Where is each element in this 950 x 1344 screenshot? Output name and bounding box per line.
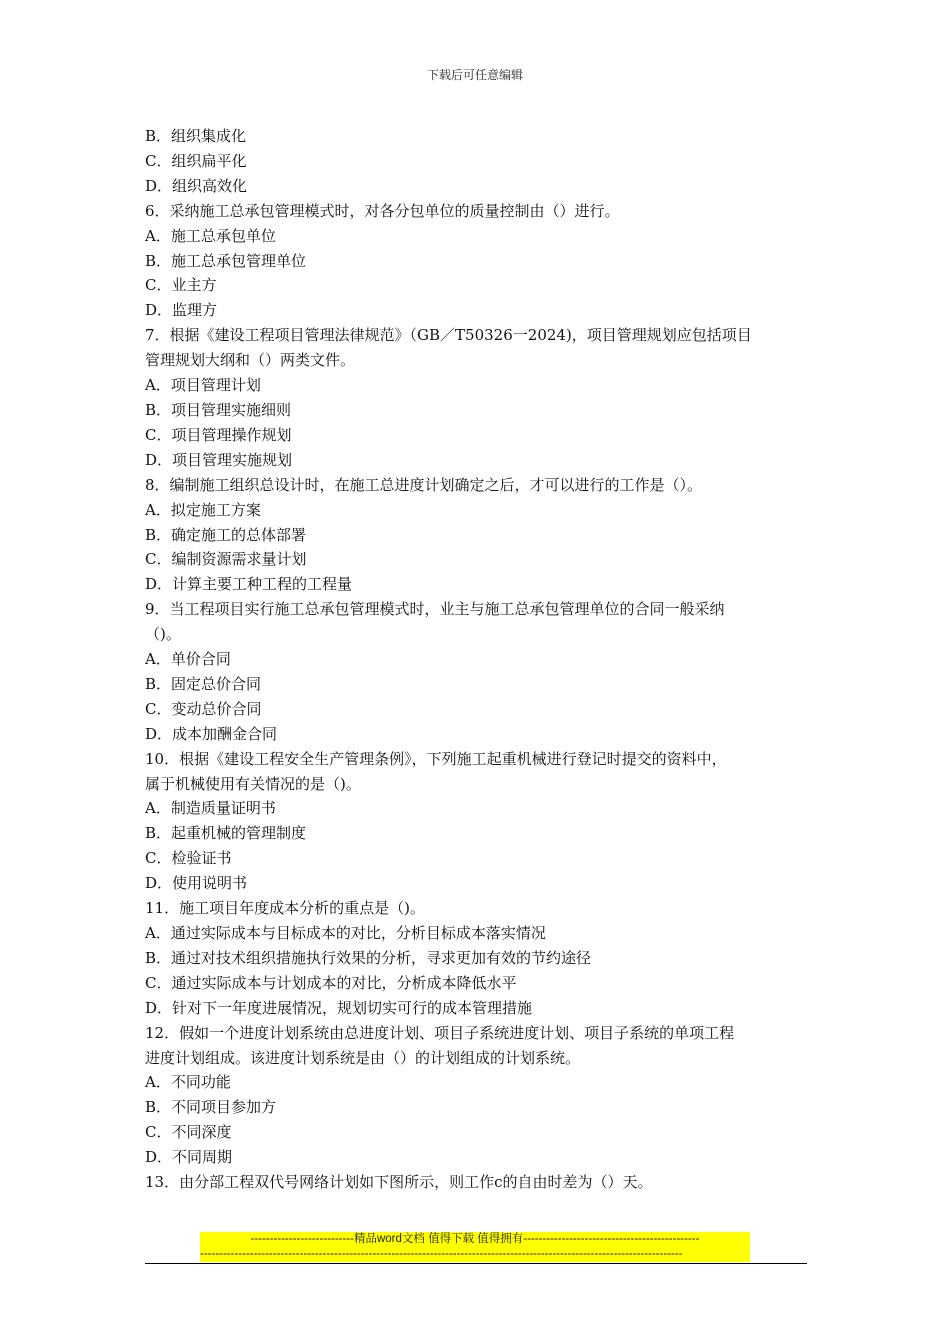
option-line: B．通过对技术组织措施执行效果的分析，寻求更加有效的节约途径 xyxy=(145,948,592,967)
option-line: C．编制资源需求量计划 xyxy=(145,550,307,569)
question-13: 13．由分部工程双代号网络计划如下图所示，则工作c的自由时差为（）天。 xyxy=(145,1173,653,1192)
option-line: C．业主方 xyxy=(145,276,217,295)
option-line: C．通过实际成本与计划成本的对比，分析成本降低水平 xyxy=(145,973,517,992)
text-line: B．组织集成化 xyxy=(145,127,247,145)
document-body xyxy=(145,124,810,1195)
option-line: D．计算主要工种工程的工程量 xyxy=(145,575,353,594)
option-line: A．不同功能 xyxy=(145,1073,231,1092)
question-10: 10．根据《建设工程安全生产管理条例》，下列施工起重机械进行登记时提交的资料中， xyxy=(145,749,727,768)
option-line: C．不同深度 xyxy=(145,1123,232,1142)
text-line: C．组织扁平化 xyxy=(145,151,247,170)
question-12: 12．假如一个进度计划系统由总进度计划、项目子系统进度计划、项目子系统的单项工程 xyxy=(145,1023,735,1042)
option-line: B．项目管理实施细则 xyxy=(145,400,292,419)
option-line: B．施工总承包管理单位 xyxy=(145,251,307,270)
option-line: D．成本加酬金合同 xyxy=(145,724,278,743)
question-6: 6．采纳施工总承包管理模式时，对各分包单位的质量控制由（）进行。 xyxy=(145,201,620,220)
option-line: B．不同项目参加方 xyxy=(145,1098,277,1117)
option-line: D．不同周期 xyxy=(145,1148,233,1167)
option-line: A．通过实际成本与目标成本的对比，分析目标成本落实情况 xyxy=(145,924,546,942)
question-7: 7．根据《建设工程项目管理法律规范》（GB／T50326一2024)，项目管理规划应包括项目 xyxy=(145,326,752,345)
text-line: D．组织高效化 xyxy=(145,176,248,195)
option-line: B．起重机械的管理制度 xyxy=(145,824,307,843)
option-line: A．项目管理计划 xyxy=(145,376,261,395)
option-line: D．监理方 xyxy=(145,301,218,320)
option-line: A．施工总承包单位 xyxy=(145,226,276,245)
promo-banner: ---------------------------精品word文档 值得下载 值得拥有---------------------------------------------- xyxy=(200,1232,750,1247)
option-line: B．确定施工的总体部署 xyxy=(145,525,307,544)
question-10-cont: 属于机械使用有关情况的是（)。 xyxy=(145,774,361,793)
option-line: C．项目管理操作规划 xyxy=(145,425,292,444)
question-12-cont: 进度计划组成。该进度计划系统是由（）的计划组成的计划系统。 xyxy=(145,1048,581,1067)
option-line: A．拟定施工方案 xyxy=(145,500,261,519)
option-line: B．固定总价合同 xyxy=(145,674,262,693)
option-line: C．变动总价合同 xyxy=(145,699,262,718)
promo-banner-dashes: ------------------------------------------------------------------------------------------------------------------------------ xyxy=(200,1247,750,1262)
option-line: A．制造质量证明书 xyxy=(145,799,276,818)
question-9: 9．当工程项目实行施工总承包管理模式时，业主与施工总承包管理单位的合同一般采纳 xyxy=(145,600,725,619)
question-11: 11．施工项目年度成本分析的重点是（)。 xyxy=(145,899,425,918)
question-9-cont: （)。 xyxy=(145,625,181,644)
question-8: 8．编制施工组织总设计时，在施工总进度计划确定之后，才可以进行的工作是（）。 xyxy=(145,475,703,494)
footer-divider xyxy=(145,1263,807,1264)
page-header: 下载后可任意编辑 xyxy=(426,68,523,82)
option-line: D．使用说明书 xyxy=(145,874,248,893)
question-7-cont: 管理规划大纲和（）两类文件。 xyxy=(145,351,356,370)
option-line: D．项目管理实施规划 xyxy=(145,450,293,469)
option-line: A．单价合同 xyxy=(145,650,231,669)
option-line: D．针对下一年度进展情况，规划切实可行的成本管理措施 xyxy=(145,998,533,1017)
option-line: C．检验证书 xyxy=(145,849,232,868)
